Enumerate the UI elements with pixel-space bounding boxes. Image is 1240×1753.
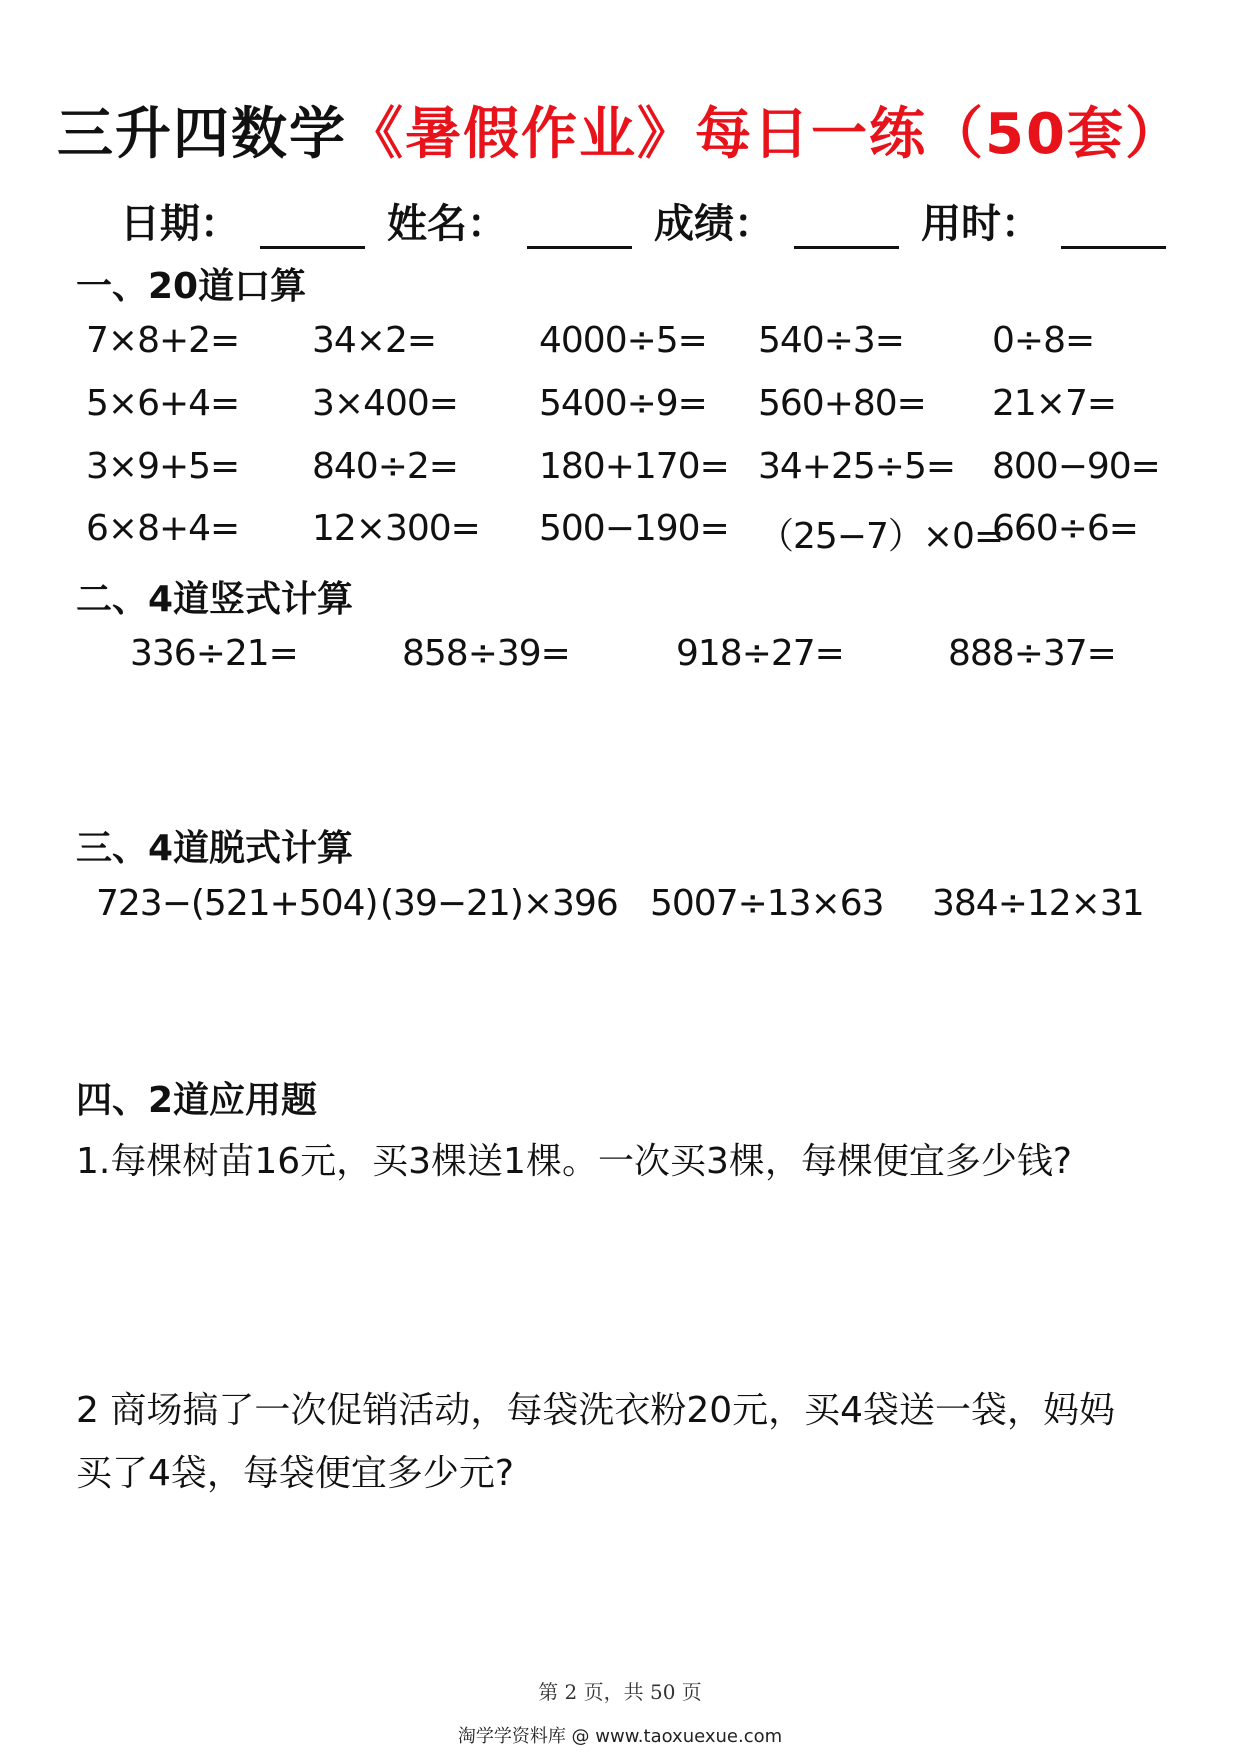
oral-problem: （25−7）×0= — [758, 516, 1004, 557]
stepwise-problem: 384÷12×31 — [932, 883, 1144, 924]
oral-problem: 660÷6= — [992, 508, 1138, 549]
oral-problem: 180+170= — [539, 446, 729, 487]
oral-problem: 5400÷9= — [539, 383, 707, 424]
stepwise-problem: 5007÷13×63 — [650, 883, 884, 924]
oral-problem: 5×6+4= — [86, 383, 240, 424]
info-label: 日期： — [120, 201, 240, 247]
word-problem-2-line1: 2 商场搞了一次促销活动，每袋洗衣粉20元，买4袋送一袋，妈妈 — [76, 1390, 1116, 1431]
blank-line — [1061, 202, 1166, 249]
info-label: 姓名： — [387, 201, 507, 247]
blank-line — [527, 202, 632, 249]
blank-line — [794, 202, 899, 249]
oral-problem: 3×400= — [312, 383, 458, 424]
info-time — [921, 192, 1166, 249]
oral-problem: 6×8+4= — [86, 508, 240, 549]
oral-problem: 34+25÷5= — [758, 446, 956, 487]
title-black: 三升四数学 — [57, 102, 348, 167]
oral-problem: 21×7= — [992, 383, 1117, 424]
oral-problem: 840÷2= — [312, 446, 458, 487]
section1-heading: 一、20道口算 — [76, 266, 307, 307]
worksheet-title — [0, 90, 1240, 170]
oral-problem: 560+80= — [758, 383, 926, 424]
info-date — [120, 192, 365, 249]
stepwise-problem: 723−(521+504) — [96, 883, 378, 924]
blank-line — [260, 202, 365, 249]
vertical-problem: 888÷37= — [948, 633, 1116, 674]
oral-problem: 12×300= — [312, 508, 480, 549]
vertical-problem: 336÷21= — [130, 633, 298, 674]
oral-problem: 540÷3= — [758, 320, 904, 361]
watermark: 淘学学资料库 @ www.taoxuexue.com — [457, 1726, 783, 1747]
vertical-problem: 918÷27= — [676, 633, 844, 674]
stepwise-problem: (39−21)×396 — [380, 883, 618, 924]
section3-heading: 三、4道脱式计算 — [76, 828, 354, 869]
word-problem-1: 1.每棵树苗16元，买3棵送1棵。一次买3棵，每棵便宜多少钱? — [76, 1141, 1072, 1182]
info-label: 用时： — [921, 201, 1041, 247]
page-number: 第 2 页，共 50 页 — [538, 1680, 702, 1704]
oral-problem: 34×2= — [312, 320, 437, 361]
vertical-problem: 858÷39= — [402, 633, 570, 674]
info-fields — [120, 192, 1188, 249]
info-name — [387, 192, 632, 249]
oral-problem: 3×9+5= — [86, 446, 240, 487]
oral-problem: 4000÷5= — [539, 320, 707, 361]
info-score — [654, 192, 899, 249]
section4-heading: 四、2道应用题 — [76, 1080, 318, 1121]
word-problem-2-line2: 买了4袋，每袋便宜多少元? — [76, 1453, 515, 1494]
oral-problem: 500−190= — [539, 508, 729, 549]
oral-problem: 7×8+2= — [86, 320, 240, 361]
title-red: 《暑假作业》每日一练（50套） — [347, 102, 1183, 167]
section2-heading: 二、4道竖式计算 — [76, 579, 354, 620]
oral-problem: 0÷8= — [992, 320, 1095, 361]
oral-problem: 800−90= — [992, 446, 1160, 487]
info-label: 成绩： — [654, 201, 774, 247]
